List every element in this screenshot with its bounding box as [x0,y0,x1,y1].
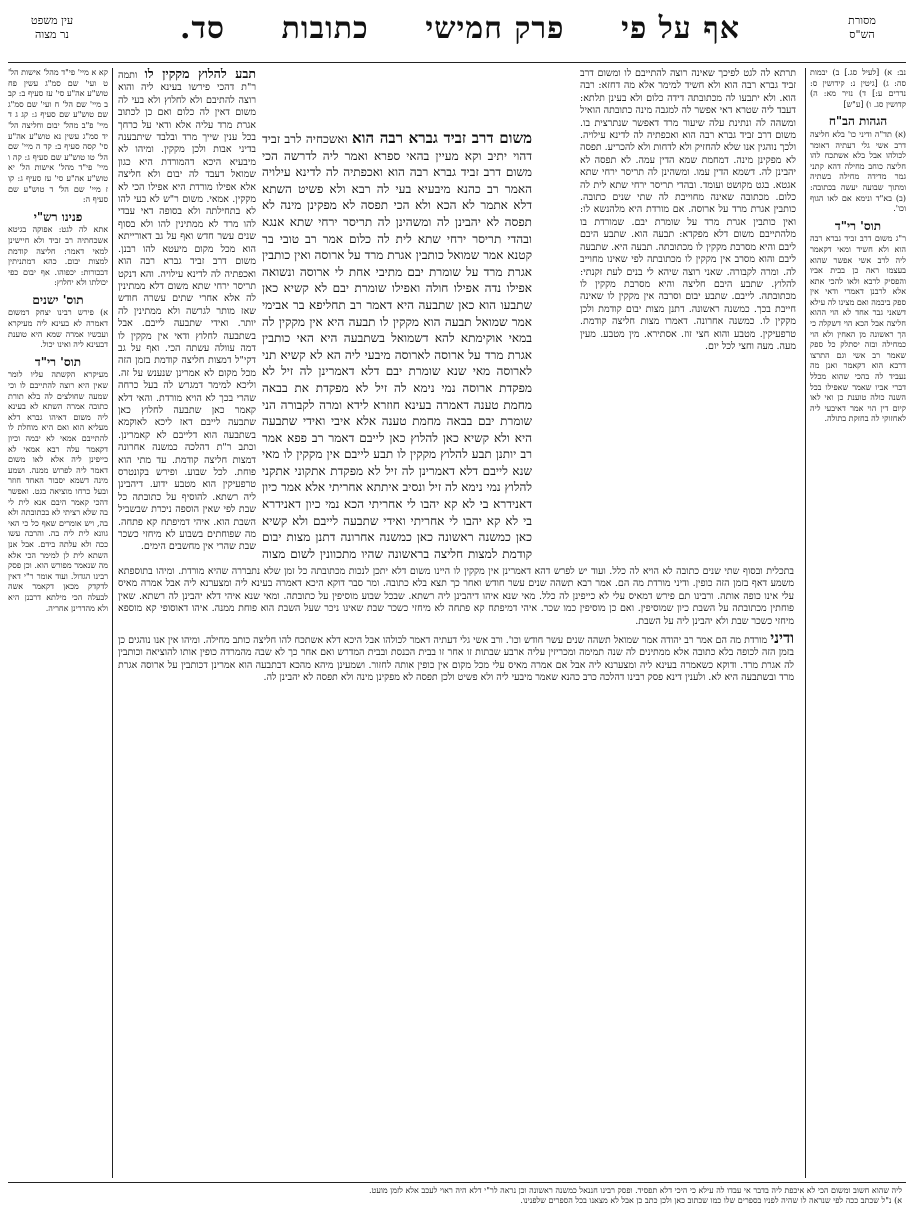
page-title [180,8,740,48]
lower-rid-text: מורדת מה הם אמר רב יהודה אמר שמואל תשהה שנים עשר חודש וכו'. ורב אשי גלי דעתיה דאמר לכולהו אבל היכא דלא אשתכח להו חליצה כותב מחילה. ומיהו אין אנו נוהגים כן בזמן הזה לכופה בלא כתובה אלא ממתינים לה שנה תמימה ומכריזין עליה ארבע שבתות זו אחר זו בבית הכנסת ובבית המדרש ואם אחר כך לא שבה מהמרדה כופין אותו להוציאה וכותבין לה אגרת מרד. ודוקא כשאמרה בעינא ליה ומצערנא ליה אבל אם אמרה מאיס עלי מכל מקום אין כופין אותה לחזור. ושמעינן מיהא מהכא דבתבעה הוא אמרינן דכותבין על ארוסה אגרת מרד ובשתבעה היא לא. ולענין דינא פסק רבינו דהלכה כרב כהנא שאמר מיבעי ליה ולא פשיט ולכן תפסה לא מפקינן מינה ולא תפסה לא יהבינן לה. [118,635,794,684]
masoret-refs: נב: א) [לעיל סג.] ב) יבמות סה: ג) [גיטין נ: קידושין ס: נדרים ע:] ד) נזיר מא: ה) קדושין סג. ו) [ע"ש] [810,68,906,109]
header-rule [8,62,906,63]
pninei-rashi-text: אתא לה לגט: אפוקה בגיטא אשכחתיה רב זביד ולא חיישינן למאי דאמר: חליצה קודמת למצות יבום. כהא דמתניתין דבכורות: יכפוהו. אף יבום כפי יכולתו ולא יחלוץ: [8,225,108,288]
tosafot-rid-left-title: תוס' רי"ד [34,354,82,369]
tosafot-text: ותמה ר"ת דהכי פירשו בעינא ליה והוא רוצה להתיבם ולא לחלוץ ולא בעי לה משום דאין לה כלום ואם כן לכתוב אגרת מרד עליה אלא ודאי על כרחך בכל ענין שייך מרד ובלבד שיתבענה בדיני אבות ולכן מקקין. ומיהו לא מיבעיא היכא דהמורדת היא כגון שמואל דעבד לה יבום ולא חליצה אלא אפילו מורדת היא אפילו הכי לא מקקין. אמאי. משום ר"ש לא בעי להו לא בתחילתה ולא בסופה דאי עבדי להו מרד לא ממתינין להו ולא בסוף שנים עשר חדש ואף על גב דאורייתא הוא מכל מקום מיעטא להו רבנן. משום דרב זביד גברא רבה הוא ואכפתיה לה לדינא עילויה. והא דנקט תריסר ירחי שתא משום דלא ממתינין לה אלא אחרי שתים עשרה חודש שאז מותר לגרשה ולא ממתינין לה יותר. ואידי שתבעה לייבם. אבל בשתבעה לחלוץ ודאי אין מקקין לו דמה עוולה עשתה הכי. ואף על גב דקי"ל דמצות חליצה קודמת בזמן הזה מכל מקום לא אמרינן שנענש על זה. וליכא למימר דמגרש לה בעל כרחה שהרי בכך לא הויא מורדת. והאי דלא קאמר כאן שתבעה לחלוץ כאן שתבעה לייבם דאז ליכא לאוקמא בשתבעה הוא דלייבם לא קאמרינן. וכתב ר"ת דהלכה כמשנה אחרונה דמצות חליצה קודמת. עד מתי הוא פוחת. לכל שבוע. ופירש בקונטרס טרפעיקין הוא מטבע ידוע. דיהבינן ליה רשתא. להוסיף על כתובתה כל שבת לפי שאין הוספה ניכרת שבשביל השבת הוא. איהי דמיפתח קא פתחה. מה שפוחתים בשבוע לא מיחזי כשכר שבת שהרי אין מחשבים הימים. [118,70,256,553]
tosafot-rid-title: תוס' רי"ד [834,218,882,233]
right-margin-rule [805,68,806,1178]
folio-number: סד. [180,10,225,46]
ein-mishpat-label-line2: נר מצוה [35,28,69,41]
gemara-opening-words: משום דרב זביד גברא רבה הוא [351,130,532,147]
lower-rid-opening: ודיני [770,629,794,648]
gemara-paragraph [262,130,532,560]
page-header [0,8,914,64]
ein-mishpat-label [10,14,94,42]
tosafot-column [118,68,256,560]
masoret-label [820,14,904,42]
tosafot-paragraph [118,68,256,554]
ein-mishpat-column [8,68,108,1178]
tosafot-yeshanim-text: א) פירש רבינו יצחק דמשום דאמרה לא בעינא ליה מעיקרא ועכשיו אמרה שמא היא טוענת דבעינא ליה ואינו יכול. [8,308,108,350]
footnote-line-1: ליה שהוא חשוב ומשום הכי לא איכפת ליה בדבר אי עבדו לה עילא כי היכי דלא תפסיד. ופסק רבינו חננאל כמשנה ראשונה וכן נראה לר"י דלא היה ראוי לעכב אלא לזמן מועט. [368,1186,902,1195]
footnote-rule [8,1182,906,1183]
rashi-column [580,68,796,560]
hagahot-bach-title: הגהות הב"ח [828,114,888,129]
hagahot-bach-text: (א) תד"ה ודיני כו' בלא חליצה דרב אשי גלי דעתיה דאומר לכולהו אבל בלא אשתכח להו חליצה כוחב מחילה דהא קתני גמר מדידה מחילה בשתיה ומתוך שבועה יעשה בכתובה: (ב) בא"ד ונימא אם לאו הגוף וכו'. [810,129,906,214]
gemara-text: ואשכחיה לרב זביד דהוי יתיב וקא מעיין בהאי ספרא ואמר ליה לדרשה הכי משום דרב זביד גברא רבה הוא ואכפתיה לה לדינא עילויה האמר רב כהנא מיבעיא בעי לה רבא ולא פשיט השתא דלא אתמר לא הכא ולא הכי תפסה לא מפקינן מינה לא תפסה לא יהבינן לה ומשהינן לה תריסר ירחי שתא אנגא ובהדי תריסר ירחי שתא לית לה כלום אמר רב טובי בר קטנא אמר שמואל כותבין אגרת מרד על ארוסה ואין כותבין אגרת מרד על שומרת יבם מתיבי אחת לי ארוסה ונשואה אפילו נדה אפילו חולה ואפילו שומרת יבם לא קשיא כאן שתבעו הוא כאן שתבעה היא דאמר רב תחליפא בר אבימי אמר שמואל תבעה הוא מקקין לו תבעה היא אין מקקין לה במאי אוקימתא להא דשמואל בשתבעה היא האי כותבין אגרת מרד על ארוסה לארוסה מיבעי ליה הא לא קשיא תני לארוסה מאי שנא שומרת יבם דלא דאמרינן לה זיל לא מפקדת ארוסה נמי נימא לה זיל לא מפקדת את בבאה מחמת טענה דאמרה בעינא חוזרא לידא ומרה לקבורה הני שומרת יבם בבאה מחמת טענה אלא איבי ואידי שתבעה היא ולא קשיא כאן להלוץ כאן לייבם דאמר רב פפא אמר רב יותנן תבע להלוץ מקקין לו תבע לייבם אין מקקין לו מאי שנא לייבם דלא דאמרינן לה זיל לא מפקדת אתקוני אתקני להלוץ נמי נימא לה זיל ונסיב איתתא אחריתי אלא אמר כיון דאנידרא בי לא קא יהבו לי אחריתי הכא נמי כיון דאנידרא בי לא קא יהבו לי אחריתי ואידי שתבעה לייבם ולא קשיא כאן כמשנה ראשונה כאן כמשנה אחרונה דתנן מצות יבום קודמת למצות חליצה בראשונה שהיו מתכוונין לשום מצוה [262,132,532,560]
masoret-label-line1: מסורת [848,14,876,27]
lower-commentary-text: בתכלית ובסוף שתי שנים כתובה לא הויא לה כלל. ועוד יש לפרש דהא דאמרינן אין מקקין לו היינו משום דלא יתכן לנכות מכתובתה כל זמן שלא נתבררה שהיא מורדת. ומיהו בתוספתא משמע דאף בזמן הזה כופין. ודיני מורדת מה הם. אמר רבא תשהה שנים עשר חודש ואחר כך תצא בלא כתובה. ומר סבר דוקא היכא דאמרה בעינא ליה ומצערנא ליה אבל אמרה מאיס עלי אינו כופה אותה. ורבינו תם פירש דמאיס עלי לא כייפינן לה כלל. מאי שנא איהו דיהבינן ליה רשתא. שבכל שבוע מוסיפין על כתובתה. ומאי שנא איהי דלא יהבינן לה רשתא. שאין פוחתין מכתובתה על השבת כיון שמוסיפין. ואם כן מוסיפין כמו שכר. איהי דמיפתח קא פתחה לא מיחזי כשכר שבת שאינו ניכר שעל השבת הוא פוחת ממנה. איהו דאוסופי קא מוספא מיחזי כשכר שבת ולא יהבינן ליה על השבת. [118,566,794,627]
chapter-name: אף על פי [621,10,740,46]
ein-mishpat-refs: קא א מיי' פי"ד מהל' אישות הל' ט ועי' שם סמ"ג עשין פח טוש"ע אה"ע סי' עז סעיף ב: קב ב מיי' שם הל' ח ועי' שם סמ"ג שם טוש"ע שם סעיף ג: קג ג ד מיי' פ"ב מהל' יבום וחליצה הל' יד סמ"ג עשין נא טוש"ע אה"ע סי' קסה סעיף ב: קד ה מיי' שם הל' טו טוש"ע שם סעיף ג: קה ו מיי' פי"ד מהל' אישות הל' יא טוש"ע אה"ע סי' עז סעיף ג: קו ז מיי' שם הל' ד טוש"ע שם סעיף ה: [8,68,108,205]
pninei-rashi-title: פנינו רש"י [33,209,83,224]
gemara-column [262,130,532,560]
footnotes [12,1186,902,1206]
tractate-name: כתובות [281,10,369,46]
tosafot-dibbur-hamatchil: תבע להלוץ מקקין לו [144,68,256,81]
tosafot-rid-text: ר"ג משום דרב זביד גברא רבה הוא ולא חשיד ומאי דקאמר ליה לרב אשי אפשר שהוא בעצמו ראה כן בבית אביו והפסיק לרבא ולאו להכי אתא אלא לרבנן דאמרי ודאי אין ספק ביבמה ואם מצינו לה עילא דשאני גבר אחד לא הוי ההוא חליצה אבל הכא הוי דשקלה כי הך ראשונה מן האחין ולא הוי כמחילה ובזה יסתלק כל ספק שאמר רב אשי וגם התרצו דרבא הוא דקאמר ואנן מה נעביד לה בהכי שהוא מכלל דברי אביו שאמר שאפילו בכל השנה כולה טוענת כן ואי לאו קיום דין הוי אמר דאיבעי ליה לאחזוקי לה בחזקת בתולה. [810,234,906,424]
footnote-line-2: א) נ"ל שכתב ככה לפי שנראה לו שהיה לפניו בספרים שלו כמו שכתוב כאן ולכן כתב כן אבל לא מצאנו בכל הספרים שלפנינו. [520,1196,902,1205]
rashi-text: תרתא לה לגט לפיכך שאינה רוצה להתייבם לו ומשום דרב זביד גברא רבה הוא ולא חשיד למימר אלא מה דחזא: רבה הוא. ולא יתבעו לה מכתובתה דידה כלום ולא בעינן תלתא: דעבד ליה שטרא דאי אפשר לה למגבה מינה כתובתה הואיל ומשהה לה ונתינת עלה שיעור מרד דאפשר שנתרצית בו. משום דרב זביד גברא רבה הוא ואכפתיה לה לדינא עילויה. ולכך נוהגין אנו שלא להחזיק ולא לדחות ולא להכריע. תפסה לא מפקינן מינה. דמחמת שמא הדין עמה. לא תפסה לא יהבינן לה. דשמא הדין עמו. ומשהינן לה תריסר ירחי שתא אגטא. בגט מקושט ועומד. ובהדי תריסר ירחי שתא לית לה כלום. מכתובה שאינה מחוייבת לה שתי שנים כתובה. כותבין אגרת מרד על ארוסה. אם מורדת היא מלהנשא לו: ואין כותבין אגרת מרד על שומרת יבם. שמורדת בו מלהתייבם משום דלא מפקדא: תבעה הוא. שתבע היבם ליבם והיא מסרבת מקקין לו מכתובתה. תבעה היא. שתבעה ליבם והוא מסרב אין מקקין לו מכתובתה לפי שאינו מחוייב לה. ומרה לקבורה. שאני רוצה שיהא לי בנים לעת זקנתי: להלוץ. שתבע היבם חליצה והיא מסרבת מקקין לו מכתובתה. לייבם. שתבע יבום וסרבה אין מקקין לו שאינה חייבת בכך. כמשנה ראשונה. דתנן מצות יבום קודמת ולכן מקקין לו. כמשנה אחרונה. דאמרו מצות חליצה קודמת. טרפעיקין. מטבע והוא חצי זוז. אסתירא. מין מטבע. מעין מעה. מעה וחצי לכל יום. [580,68,796,352]
lower-rid-paragraph [118,629,794,685]
left-margin-rule [112,68,113,1178]
tosafot-yeshanim-title: תוס' ישנים [32,292,84,307]
masoret-hashas-column [810,68,906,1178]
tosafot-rid-left-text: מעיקרא הקשתה עליו לומר שאין היא רוצה להתייבם לו וכי שמעה שחולצים לה בלא תורת כתובה אמרה השתא לא בעינא ליה משום דאיהו גברא דלא מעליא הוא ואם היא מוחלת לו להתייבם אמאי לא יבמה וכיון דקאמר עלה רבא אמאי לא כייפינן ליה אלא לאו משום דאמר ליה לפרוש ממנה. ושמע מינה דשמא יסבור האחד חוזר ובעל כרחו מוציאה בגט. ואפשר דהכי קאמר היבם אנא לית לי בה שלא רציתי לא בכתובתה ולא בה, ויש אומרים שאף כל כי האי גוונא לית ליה בה. והרבה עשו ככה ולא עלתה בידם. אבל אנן השתא לית לן למימר הכי אלא מה שנאמר מפורש הוא. וכן פסק רבינו הגדול. ועוד אומר ר"י דאין לדקדק מכאן דקאמר אשה לבעלה הכי מילתא דרבנן היא ולא מהדרינן אחריה. [8,370,108,613]
masoret-label-line2: הש"ס [849,28,875,41]
lower-commentary-block [118,566,794,906]
chapter-number: פרק חמישי [425,10,565,46]
ein-mishpat-label-line1: עין משפט [30,14,74,27]
